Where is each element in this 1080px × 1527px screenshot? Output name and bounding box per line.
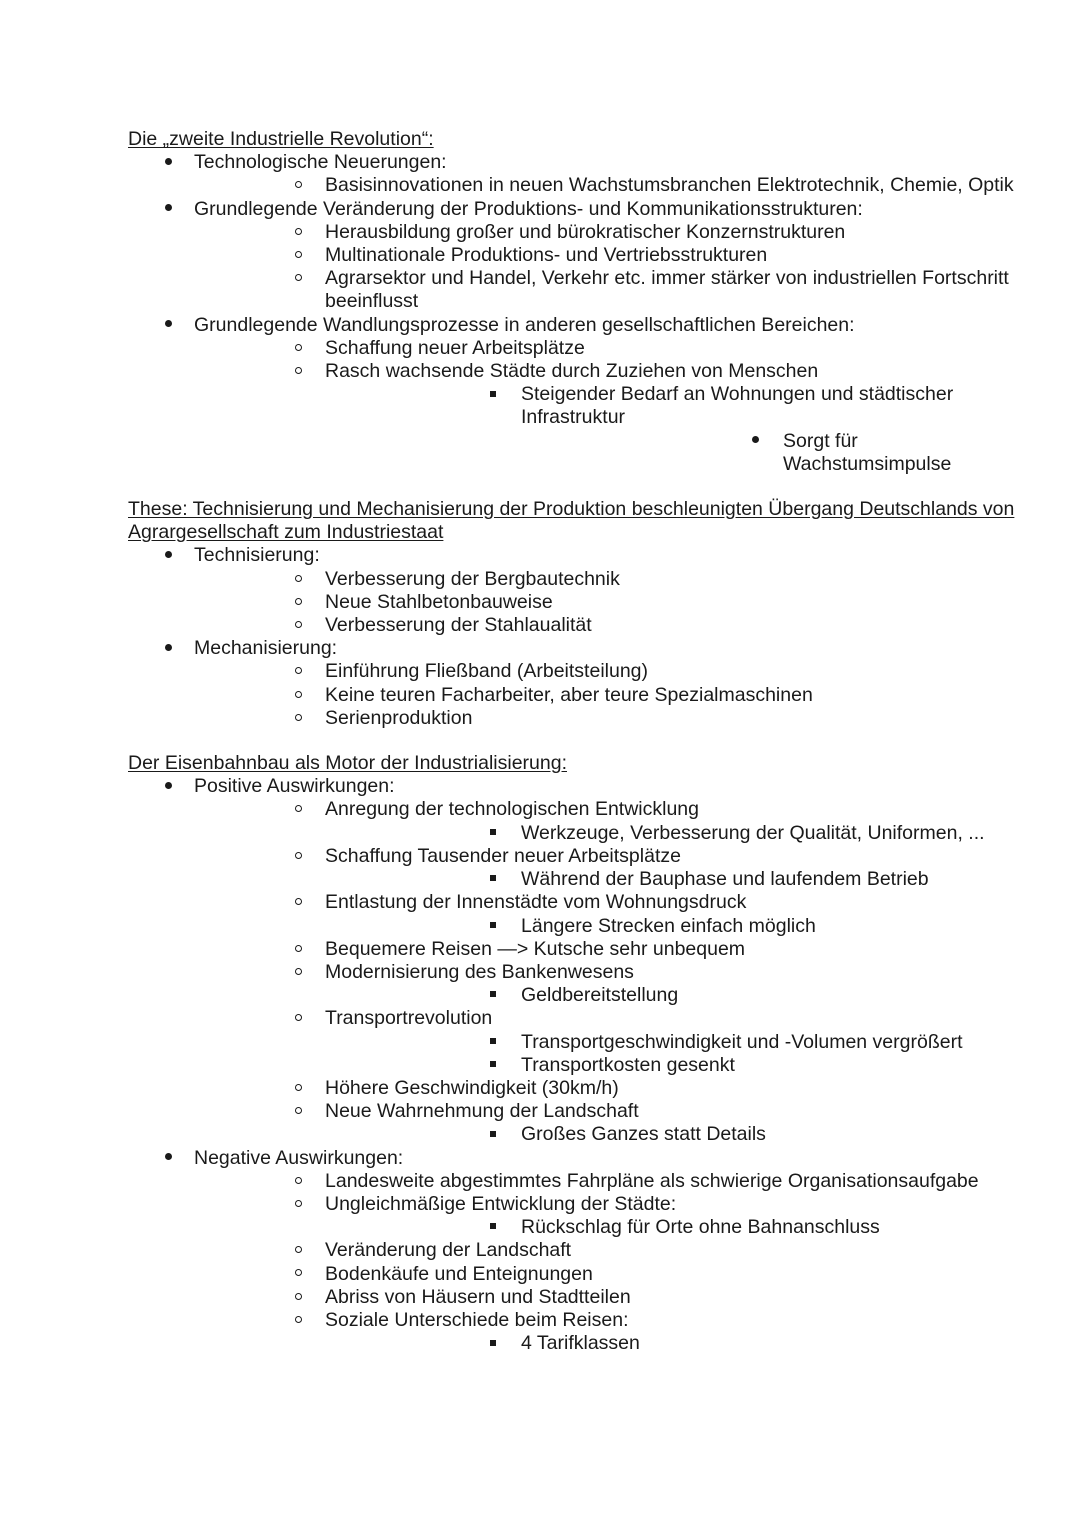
section-heading: These: Technisierung und Mechanisierung der Produktion beschleunigten Übergang Deutschlands von Agrargesellschaft zum Industriestaat (128, 498, 1015, 544)
bullet-square-icon (483, 868, 503, 891)
bullet-dot-icon (158, 637, 178, 660)
list-item: Während der Bauphase und laufendem Betrieb (325, 868, 1028, 891)
list-item: Veränderung der Landschaft (194, 1239, 1028, 1262)
bullet-circle-icon (288, 174, 308, 197)
list-item: Negative Auswirkungen: Landesweite abgestimmtes Fahrpläne als schwierige Organisationsaufgabe Ungleichmäßige Entwicklung der Städte: Rückschlag für Orte ohne Bahnanschluss Veränderung der Landschaft Bodenkäufe und Enteignungen Abriss von Häusern und Stadtteilen Soziale Unterschiede beim Reisen: 4 Tarifklassen (128, 1147, 1028, 1356)
bullet-square-icon (483, 1054, 503, 1077)
section-eisenbahnbau (128, 752, 1028, 1355)
bullet-dot-icon (158, 314, 178, 337)
list-item: Transportgeschwindigkeit und -Volumen vergrößert (325, 1031, 1028, 1054)
section-heading: Die „zweite Industrielle Revolution“: (128, 128, 434, 150)
bullet-circle-icon (288, 221, 308, 244)
list-item: Längere Strecken einfach möglich (325, 915, 1028, 938)
bullet-dot-icon (158, 775, 178, 798)
list-item: Schaffung Tausender neuer Arbeitsplätze Während der Bauphase und laufendem Betrieb (194, 845, 1028, 891)
bullet-dot-icon (745, 430, 765, 453)
bullet-circle-icon (288, 845, 308, 868)
bullet-dot-icon (158, 1147, 178, 1170)
bullet-circle-icon (288, 1239, 308, 1262)
bullet-circle-icon (288, 1077, 308, 1100)
list-item: Technologische Neuerungen: Basisinnovationen in neuen Wachstumsbranchen Elektrotechnik, Chemie, Optik (128, 151, 1028, 197)
list-item: Multinationale Produktions- und Vertriebsstrukturen (194, 244, 1028, 267)
bullet-circle-icon (288, 1286, 308, 1309)
list-item: Transportrevolution Transportgeschwindigkeit und -Volumen vergrößert Transportkosten gesenkt (194, 1007, 1028, 1077)
list-item: Mechanisierung: Einführung Fließband (Arbeitsteilung) Keine teuren Facharbeiter, aber teure Spezialmaschinen Serienproduktion (128, 637, 1028, 730)
list-item: Anregung der technologischen Entwicklung Werkzeuge, Verbesserung der Qualität, Uniformen, ... (194, 798, 1028, 844)
list-item: Bequemere Reisen —> Kutsche sehr unbequem (194, 938, 1028, 961)
list-item: Neue Wahrnehmung der Landschaft Großes Ganzes statt Details (194, 1100, 1028, 1146)
list-item: Verbesserung der Bergbautechnik (194, 568, 1028, 591)
bullet-dot-icon (158, 151, 178, 174)
list-item: Modernisierung des Bankenwesens Geldbereitstellung (194, 961, 1028, 1007)
list-item: Bodenkäufe und Enteignungen (194, 1263, 1028, 1286)
bullet-dot-icon (158, 198, 178, 221)
bullet-circle-icon (288, 798, 308, 821)
list-item: Großes Ganzes statt Details (325, 1123, 1028, 1146)
list-item: Neue Stahlbetonbauweise (194, 591, 1028, 614)
list-item: Werkzeuge, Verbesserung der Qualität, Uniformen, ... (325, 822, 1028, 845)
bullet-circle-icon (288, 1170, 308, 1193)
list-item: Verbesserung der Stahlaualität (194, 614, 1028, 637)
document-page (128, 128, 1028, 1355)
list-item: Serienproduktion (194, 707, 1028, 730)
bullet-square-icon (483, 1216, 503, 1239)
bullet-circle-icon (288, 660, 308, 683)
list-item: Schaffung neuer Arbeitsplätze (194, 337, 1028, 360)
bullet-square-icon (483, 1332, 503, 1355)
bullet-square-icon (483, 1123, 503, 1146)
list-item: Abriss von Häusern und Stadtteilen (194, 1286, 1028, 1309)
list-item: Grundlegende Wandlungsprozesse in anderen gesellschaftlichen Bereichen: Schaffung neuer Arbeitsplätze Rasch wachsende Städte durch Zuziehen von Menschen Steigender Bedarf an Wohnungen und städtischer Infrastruktur Sorgt für Wachstumsimpulse (128, 314, 1028, 476)
bullet-circle-icon (288, 891, 308, 914)
bullet-square-icon (483, 383, 503, 406)
bullet-circle-icon (288, 267, 308, 290)
list-item: 4 Tarifklassen (325, 1332, 1028, 1355)
bullet-circle-icon (288, 1007, 308, 1030)
bullet-dot-icon (158, 544, 178, 567)
bullet-circle-icon (288, 961, 308, 984)
bullet-circle-icon (288, 614, 308, 637)
bullet-circle-icon (288, 591, 308, 614)
bullet-circle-icon (288, 1193, 308, 1216)
list-item: Technisierung: Verbesserung der Bergbautechnik Neue Stahlbetonbauweise Verbesserung der Stahlaualität (128, 544, 1028, 637)
list-item: Entlastung der Innenstädte vom Wohnungsdruck Längere Strecken einfach möglich (194, 891, 1028, 937)
list-item: Keine teuren Facharbeiter, aber teure Spezialmaschinen (194, 684, 1028, 707)
bullet-circle-icon (288, 707, 308, 730)
bullet-circle-icon (288, 360, 308, 383)
bullet-square-icon (483, 984, 503, 1007)
section-zweite-industrielle-revolution (128, 128, 1028, 476)
bullet-circle-icon (288, 1100, 308, 1123)
list-item: Landesweite abgestimmtes Fahrpläne als schwierige Organisationsaufgabe (194, 1170, 1028, 1193)
list-item: Rasch wachsende Städte durch Zuziehen von Menschen Steigender Bedarf an Wohnungen und städtischer Infrastruktur Sorgt für Wachstumsimpulse (194, 360, 1028, 476)
list-item: Rückschlag für Orte ohne Bahnanschluss (325, 1216, 1028, 1239)
list-item: Basisinnovationen in neuen Wachstumsbranchen Elektrotechnik, Chemie, Optik (194, 174, 1028, 197)
list-item: Ungleichmäßige Entwicklung der Städte: Rückschlag für Orte ohne Bahnanschluss (194, 1193, 1028, 1239)
list-item: Steigender Bedarf an Wohnungen und städtischer Infrastruktur Sorgt für Wachstumsimpulse (325, 383, 1028, 476)
bullet-square-icon (483, 1031, 503, 1054)
section-these (128, 498, 1028, 730)
bullet-circle-icon (288, 244, 308, 267)
list-item: Transportkosten gesenkt (325, 1054, 1028, 1077)
list-item: Positive Auswirkungen: Anregung der technologischen Entwicklung Werkzeuge, Verbesserung der Qualität, Uniformen, ... Schaffung Tausender neuer Arbeitsplätze Während der Bauphase und laufendem Betrieb Entlastung der Innenstädte vom Wohnungsdruck Längere Strecken einfach möglich Bequemere Reisen —> Kutsche sehr unbequem Modernisierung des Bankenwesens Geldbereitstellung Transportrevolution Transportgeschwindigkeit und -Volumen vergrößert Transportkosten gesenkt Höhere Geschwindigkeit (30km/h) Neue Wahrnehmung der Landschaft Großes Ganzes statt Details (128, 775, 1028, 1146)
bullet-circle-icon (288, 1309, 308, 1332)
list-item: Höhere Geschwindigkeit (30km/h) (194, 1077, 1028, 1100)
bullet-square-icon (483, 915, 503, 938)
list-item: Soziale Unterschiede beim Reisen: 4 Tarifklassen (194, 1309, 1028, 1355)
bullet-circle-icon (288, 568, 308, 591)
bullet-circle-icon (288, 337, 308, 360)
bullet-circle-icon (288, 938, 308, 961)
bullet-circle-icon (288, 1263, 308, 1286)
bullet-circle-icon (288, 684, 308, 707)
bullet-square-icon (483, 822, 503, 845)
list-item: Geldbereitstellung (325, 984, 1028, 1007)
section-heading: Der Eisenbahnbau als Motor der Industrialisierung: (128, 752, 567, 775)
list-item: Grundlegende Veränderung der Produktions- und Kommunikationsstrukturen: Herausbildung großer und bürokratischer Konzernstrukturen Multinationale Produktions- und Vertriebsstrukturen Agrarsektor und Handel, Verkehr etc. immer stärker von industriellen Fortschritt beeinflusst (128, 198, 1028, 314)
list-item: Einführung Fließband (Arbeitsteilung) (194, 660, 1028, 683)
list-item: Herausbildung großer und bürokratischer Konzernstrukturen (194, 221, 1028, 244)
list-item: Agrarsektor und Handel, Verkehr etc. immer stärker von industriellen Fortschritt beeinflusst (194, 267, 1028, 313)
list-item: Sorgt für Wachstumsimpulse (521, 430, 1028, 476)
